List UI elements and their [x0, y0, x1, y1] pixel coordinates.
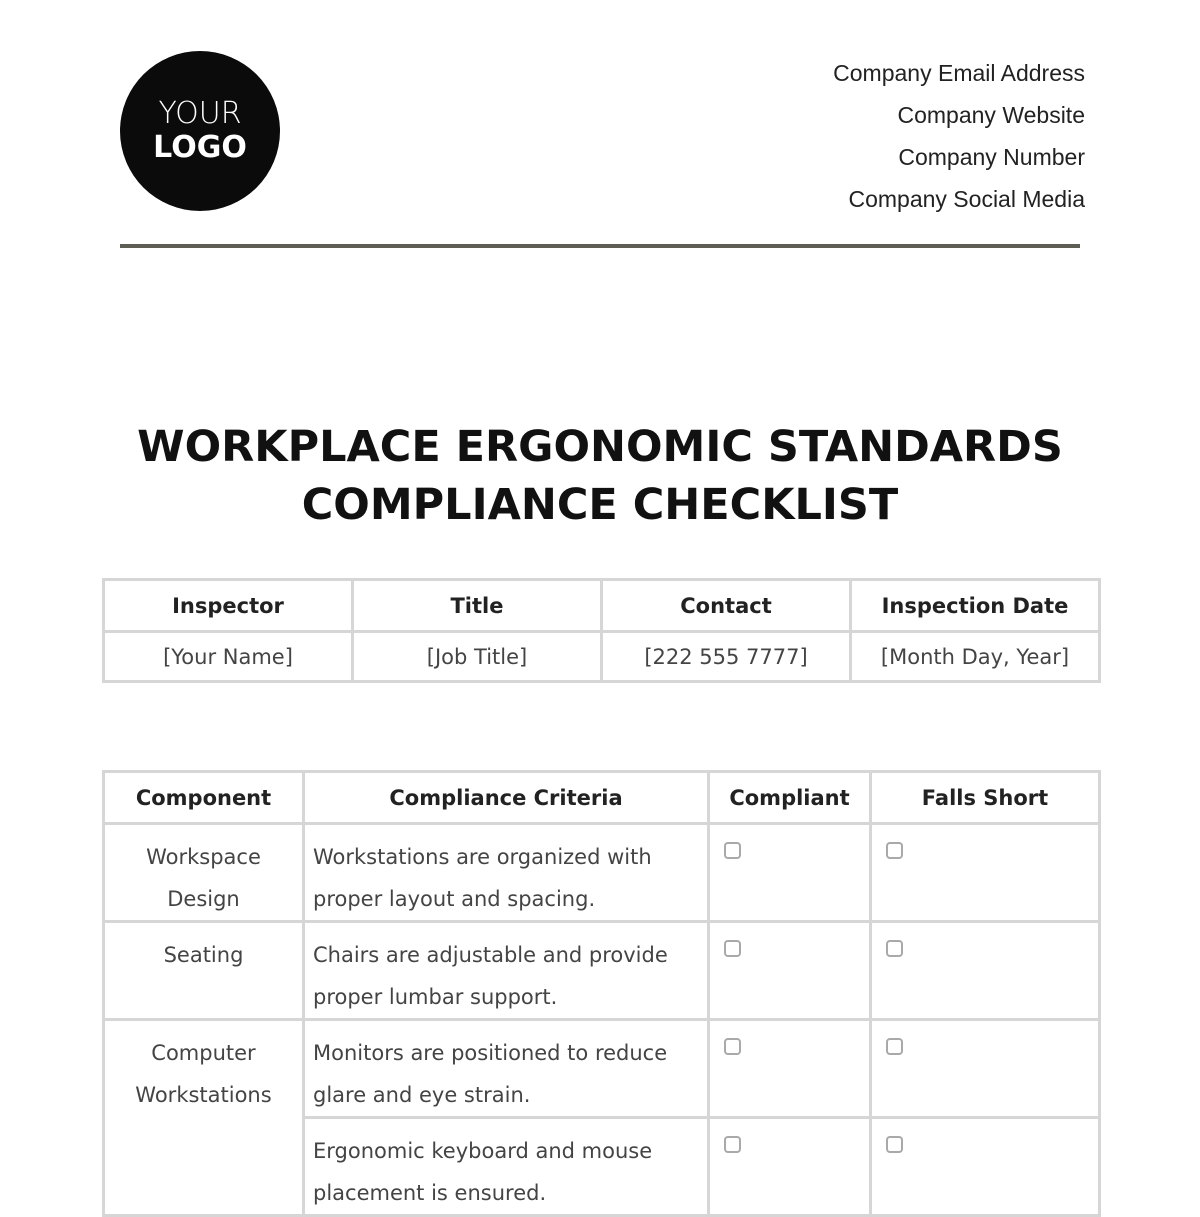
job-title-value[interactable]: [Job Title] — [353, 632, 602, 682]
criteria-cell: Workstations are organized with proper layout and spacing. — [304, 824, 709, 922]
compliant-cell — [709, 922, 871, 1020]
falls-short-checkbox[interactable] — [886, 842, 903, 859]
header-contact: Contact — [602, 580, 851, 632]
component-cell: Workspace Design — [104, 824, 304, 922]
inspection-info-value-row — [104, 632, 1100, 682]
falls-short-checkbox[interactable] — [886, 1136, 903, 1153]
contact-value[interactable]: [222 555 7777] — [602, 632, 851, 682]
falls-short-cell — [871, 922, 1100, 1020]
header-falls-short: Falls Short — [871, 772, 1100, 824]
header-inspector: Inspector — [104, 580, 353, 632]
compliant-checkbox[interactable] — [724, 1136, 741, 1153]
company-email: Company Email Address — [833, 60, 1085, 86]
compliance-checklist-table — [102, 770, 1101, 1217]
inspection-info-header-row — [104, 580, 1100, 632]
company-contact-block — [833, 52, 1085, 220]
header-divider — [120, 244, 1080, 248]
header-compliant: Compliant — [709, 772, 871, 824]
header-compliance-criteria: Compliance Criteria — [304, 772, 709, 824]
component-cell: Computer Workstations — [104, 1020, 304, 1216]
header-component: Component — [104, 772, 304, 824]
compliant-cell — [709, 824, 871, 922]
inspection-date-value[interactable]: [Month Day, Year] — [851, 632, 1100, 682]
document-title — [60, 418, 1140, 534]
falls-short-cell — [871, 824, 1100, 922]
checklist-header-row — [104, 772, 1100, 824]
falls-short-cell — [871, 1118, 1100, 1216]
document-title-line-2: COMPLIANCE CHECKLIST — [301, 480, 899, 530]
table-row — [104, 824, 1100, 922]
inspector-name-value[interactable]: [Your Name] — [104, 632, 353, 682]
logo-text-your: YOUR — [158, 96, 242, 131]
document-title-line-1: WORKPLACE ERGONOMIC STANDARDS — [137, 422, 1063, 472]
falls-short-checkbox[interactable] — [886, 940, 903, 957]
compliant-cell — [709, 1118, 871, 1216]
company-number: Company Number — [898, 144, 1085, 170]
logo-text-logo: LOGO — [153, 130, 247, 165]
compliant-cell — [709, 1020, 871, 1118]
table-row — [104, 1020, 1100, 1118]
company-logo — [120, 51, 280, 211]
compliant-checkbox[interactable] — [724, 940, 741, 957]
compliant-checkbox[interactable] — [724, 1038, 741, 1055]
falls-short-cell — [871, 1020, 1100, 1118]
header-title: Title — [353, 580, 602, 632]
criteria-cell: Chairs are adjustable and provide proper lumbar support. — [304, 922, 709, 1020]
compliant-checkbox[interactable] — [724, 842, 741, 859]
falls-short-checkbox[interactable] — [886, 1038, 903, 1055]
component-cell: Seating — [104, 922, 304, 1020]
company-social-media: Company Social Media — [848, 186, 1085, 212]
criteria-cell: Monitors are positioned to reduce glare and eye strain. — [304, 1020, 709, 1118]
inspection-info-table — [102, 578, 1101, 683]
header-inspection-date: Inspection Date — [851, 580, 1100, 632]
table-row — [104, 922, 1100, 1020]
company-website: Company Website — [897, 102, 1085, 128]
criteria-cell: Ergonomic keyboard and mouse placement is ensured. — [304, 1118, 709, 1216]
